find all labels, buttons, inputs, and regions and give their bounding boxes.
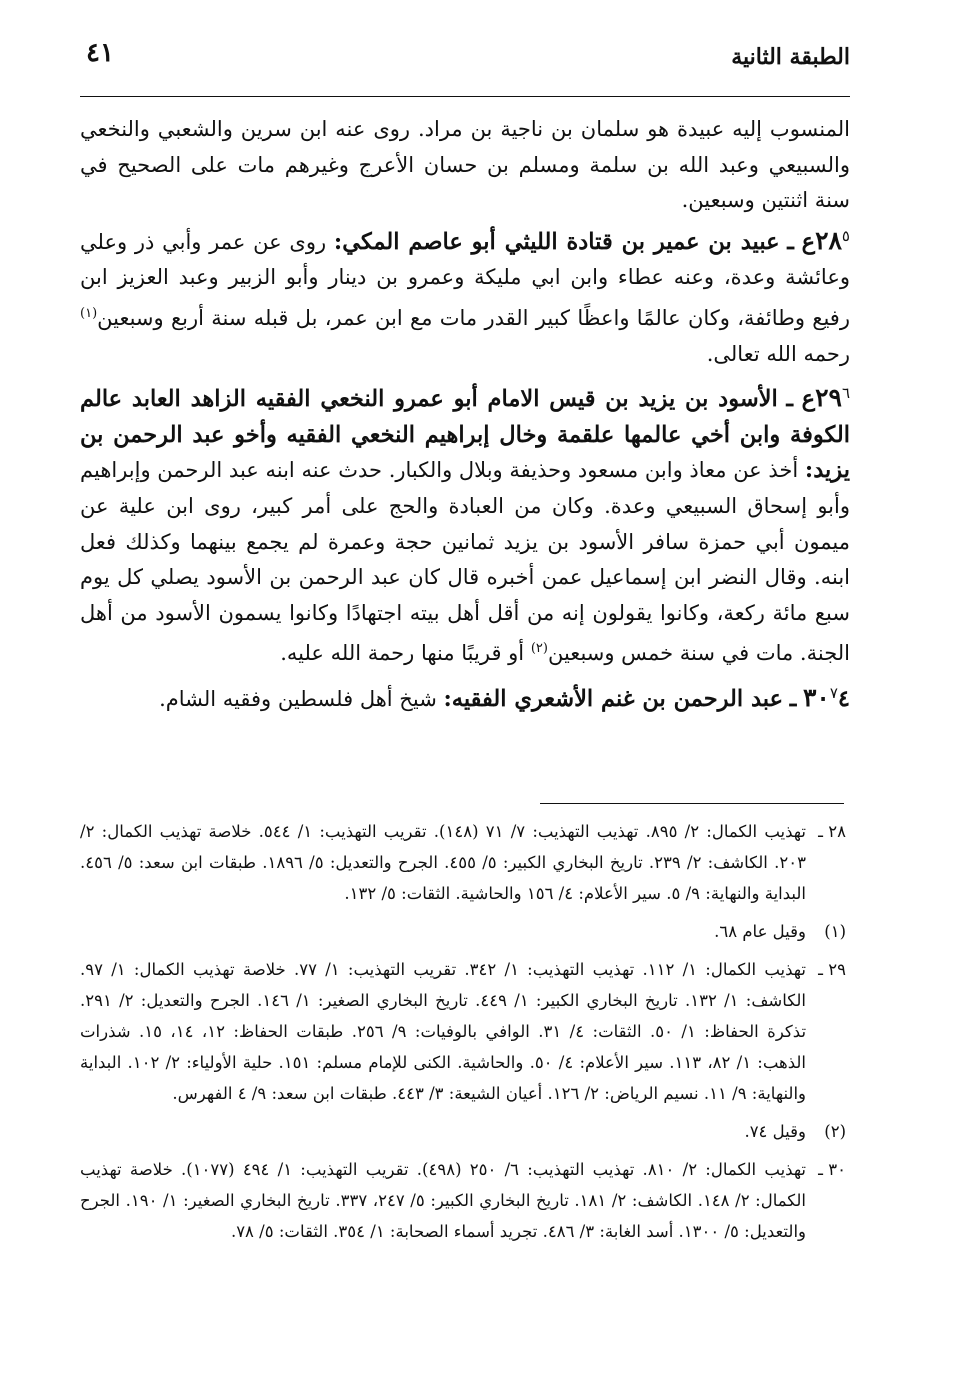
- entry-code: ٥: [841, 226, 850, 245]
- footnote-text: تهذيب الكمال: ٢/ ٨١٠. تهذيب التهذيب: ٦/ ٢٥٠ (٤٩٨). تقريب التهذيب: ١/ ٤٩٤ (١٠٧٧). خلاصة تهذيب الكمال: ٢/ ١٤٨. الكاشف: ٢/ ١٨١. تاريخ البخاري الكبير: ٥/ ٢٤٧، ٣٣٧. تاريخ البخاري الصغير: ١/ ١٩٠. الجرح والتعديل: ٥/ ١٣٠٠. أسد الغابة: ٣/ ٤٨٦. تجريد أسماء الصحابة: ١/ ٣٥٤. الثقات: ٥/ ٧٨.: [80, 1160, 807, 1241]
- entry-text: روى عن عمر وأبي ذر وعلي وعائشة وعدة، وعنه عطاء وابن ابي مليكة وعمرو بن دينار وأبو الزبير وعبد العزيز ابن رفيع وطائفة، وكان عالمًا واعظًا كبير القدر مات مع ابن عمر، بل قبله سنة أربع وسبعين: [80, 229, 850, 330]
- footnote-1: [80, 916, 846, 947]
- footnote-key: (١): [824, 922, 846, 941]
- footnote-ref: (١): [80, 305, 98, 321]
- footnote-ref: (٢): [530, 641, 548, 657]
- footnotes: [80, 816, 846, 1247]
- entry-28: [80, 219, 850, 372]
- footnote-text: وقيل عام ٦٨.: [714, 922, 806, 941]
- footnote-key: (٢): [824, 1122, 846, 1141]
- page-number: ٤١: [86, 38, 114, 68]
- footnote-29: [80, 954, 846, 1109]
- entry-heading: عبد الرحمن بن غنم الأشعري الفقيه:: [443, 685, 784, 712]
- footnote-28: [80, 816, 846, 909]
- entry-dash: ـ: [789, 685, 797, 712]
- entry-tag: ٤: [837, 685, 850, 712]
- running-title: الطبقة الثانية: [731, 44, 850, 70]
- entry-code: ٦: [841, 384, 850, 403]
- footnote-2: [80, 1116, 846, 1147]
- entry-text: شيخ أهل فلسطين وفقيه الشام.: [159, 686, 437, 711]
- footnote-key: ٢٨ ـ: [818, 822, 846, 841]
- entry-heading: عبيد بن عمير بن قتادة الليثي أبو عاصم المكي:: [333, 228, 780, 255]
- footnote-separator: [540, 803, 844, 804]
- entry-tag: ع: [801, 228, 816, 255]
- main-text: [80, 112, 850, 718]
- entry-code: ٧: [829, 683, 838, 702]
- entry-heading: الأسود بن يزيد بن قيس الامام أبو عمرو النخعي الفقيه الزاهد العابد عالم الكوفة وابن أخي عالمها علقمة وخال إبراهيم النخعي الفقيه وأخو عبد الرحمن بن يزيد:: [80, 386, 850, 484]
- footnote-key: ٢٩ ـ: [818, 960, 846, 979]
- entry-number: ٢٩: [815, 383, 842, 413]
- entry-dash: ـ: [786, 386, 793, 413]
- entry-number: ٢٨: [815, 225, 842, 255]
- entry-text-end: رحمه الله تعالى.: [706, 341, 850, 366]
- entry-tag: ع: [801, 386, 816, 413]
- entry-text-end: أو قريبًا منها رحمة الله عليه.: [280, 641, 525, 666]
- footnote-text: تهذيب الكمال: ٢/ ٨٩٥. تهذيب التهذيب: ٧/ ٧١ (١٤٨). تقريب التهذيب: ١/ ٥٤٤. خلاصة تهذيب الكمال: ٢/ ٢٠٣. الكاشف: ٢/ ٢٣٩. تاريخ البخاري الكبير: ٥/ ٤٥٥. الجرح والتعديل: ٥/ ١٨٩٦. طبقات ابن سعد: ٥/ ٤٥٦. البداية والنهاية: ٩/ ٥. سير الأعلام: ٤/ ١٥٦ والحاشية. الثقات: ٥/ ١٣٢.: [80, 822, 806, 903]
- footnote-30: [80, 1154, 846, 1247]
- entry-29: [80, 376, 850, 672]
- page-header: [80, 30, 850, 97]
- footnote-text: وقيل ٧٤.: [744, 1122, 806, 1141]
- entry-text: أخذ عن معاذ وابن مسعود وحذيفة وبلال والكبار. حدث عنه ابنه عبد الرحمن وإبراهيم وأبو إسحاق السبيعي وعدة. وكان من العبادة والحج على أمر كبير، روى ابن علية عن ميمون أبي حمزة سافر الأسود بن يزيد ثمانين حجة وعمرة لم يجمع بينهما وكذلك فعل ابنه. وقال النضر ابن إسماعيل عمن أخبره قال كان عبد الرحمن بن الأسود يصلي كل يوم سبع مائة ركعة، وكانوا يقولون إنه من أقل أهل بيته اجتهادًا وكانوا يسمون الأسود من أهل الجنة. مات في سنة خمس وسبعين: [80, 458, 850, 666]
- entry-dash: ـ: [787, 228, 794, 255]
- entry-number: ٣٠: [802, 682, 830, 712]
- intro-paragraph: المنسوب إليه عبيدة هو سلمان بن ناجية بن مراد. روى عنه ابن سرين والشعبي والنخعي والسبيعي وعبد الله بن سلمة ومسلم بن حسان الأعرج وغيرهم مات على الصحيح في سنة اثنتين وسبعين.: [80, 117, 850, 213]
- entry-30: [80, 676, 850, 718]
- footnote-key: ٣٠ ـ: [818, 1160, 846, 1179]
- footnote-text: تهذيب الكمال: ١/ ١١٢. تهذيب التهذيب: ١/ ٣٤٢. تقريب التهذيب: ١/ ٧٧. خلاصة تهذيب الكمال: ١/ ٩٧. الكاشف: ١/ ١٣٢. تاريخ البخاري الكبير: ١/ ٤٤٩. تاريخ البخاري الصغير: ١/ ١٤٦. الجرح والتعديل: ٢/ ٢٩١. تذكرة الحفاظ: ١/ ٥٠. الثقات: ٤/ ٣١. الوافي بالوفيات: ٩/ ٢٥٦. طبقات الحفاظ: ١٢، ١٤، ١٥. شذرات الذهب: ١/ ٨٢، ١١٣. سير الأعلام: ٤/ ٥٠. والحاشية. الكنى للإمام مسلم: ١٥١. حلية الأولياء: ٢/ ١٠٢. البداية والنهاية: ٩/ ١١. نسيم الرياض: ٢/ ١٢٦. أعيان الشيعة: ٣/ ٤٤٣. طبقات ابن سعد: ٩/ ٤ الفهرس.: [80, 960, 807, 1103]
